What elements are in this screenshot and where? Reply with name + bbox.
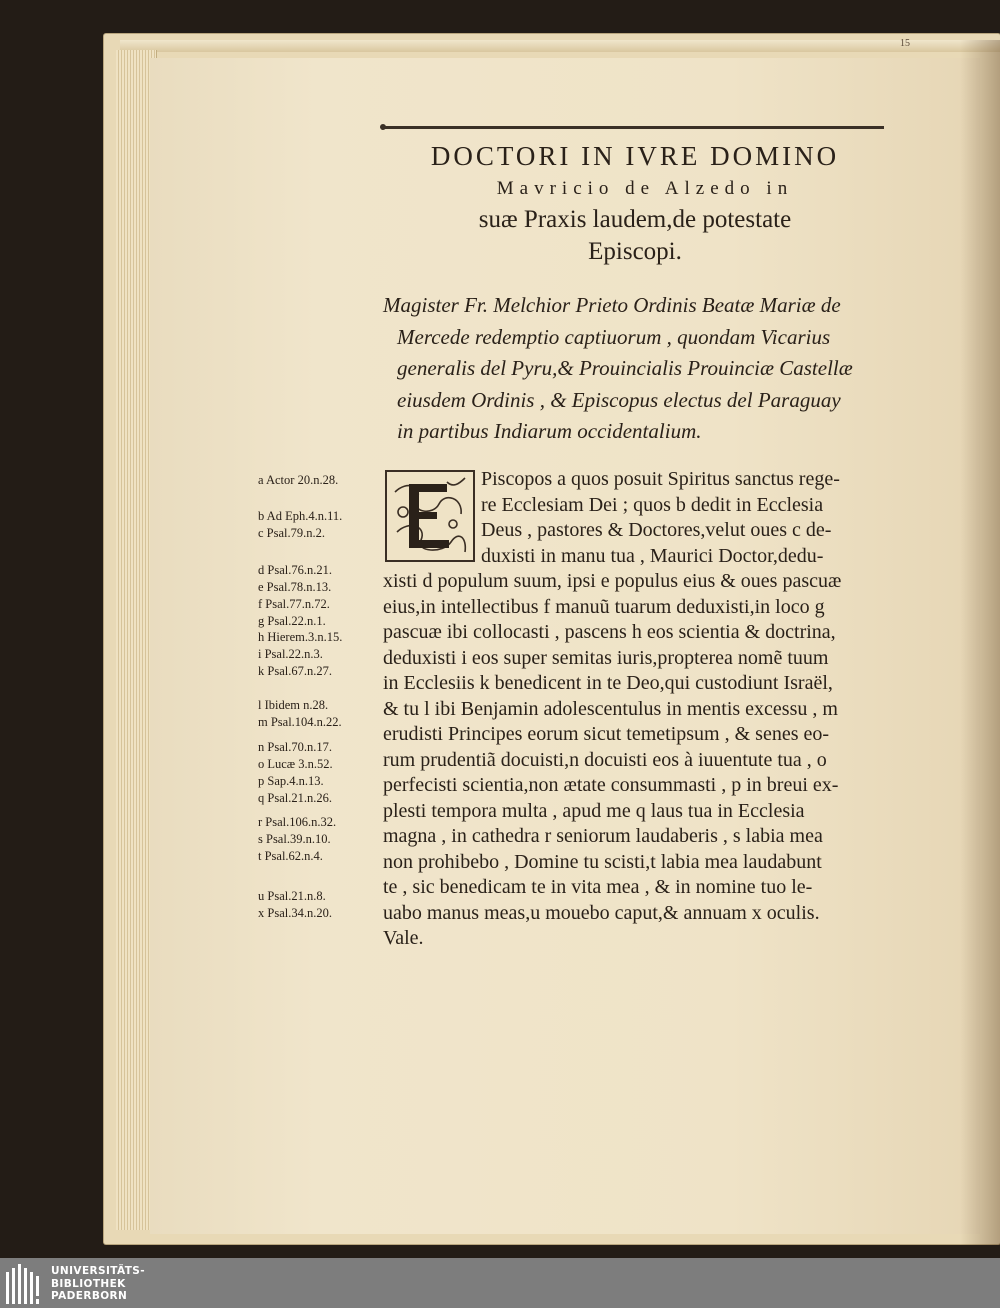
body-line: magna , in cathedra r seniorum laudaberis , s labia mea — [383, 825, 823, 847]
signature-line: in partibus Indiarum occidentalium. — [397, 419, 702, 443]
margin-note: c Psal.79.n.2. — [258, 526, 326, 540]
header-rule — [384, 126, 884, 129]
body-line: non prohibebo , Domine tu scisti,t labia mea laudabunt — [383, 850, 822, 873]
body-line: eius,in intellectibus f manuũ tuarum deduxisti,in loco g — [383, 595, 825, 618]
margin-note: n Psal.70.n.17. — [258, 740, 332, 754]
margin-note: t Psal.62.n.4. — [258, 849, 323, 863]
library-name-line: BIBLIOTHEK — [51, 1277, 126, 1290]
margin-note: k Psal.67.n.27. — [258, 664, 332, 678]
library-footer — [0, 1258, 1000, 1308]
body-line: Deus , pastores & Doctores,velut oues c de- — [481, 519, 832, 541]
library-name — [51, 1265, 145, 1303]
folio-number: 15 — [900, 38, 910, 49]
body-line: xisti d populum suum, ipsi e populus eius & oues pascuæ — [383, 570, 842, 592]
margin-note: l Ibidem n.28. — [258, 698, 329, 712]
signature-line: Mercede redemptio captiuorum , quondam Vicarius — [397, 324, 831, 349]
margin-note: u Psal.21.n.8. — [258, 889, 326, 903]
signature-line: Magister Fr. Melchior Prieto Ordinis Beatæ Mariæ de — [383, 293, 841, 317]
signature-line: eiusdem Ordinis , & Episcopus electus del Paraguay — [397, 387, 841, 412]
library-name-line: UNIVERSITÄTS- — [51, 1265, 146, 1277]
margin-note: g Psal.22.n.1. — [258, 614, 326, 628]
margin-note: a Actor 20.n.28. — [258, 473, 339, 487]
heading-line-2: Mavricio de Alzedo in — [496, 178, 794, 199]
margin-note: q Psal.21.n.26. — [258, 791, 332, 805]
margin-note: s Psal.39.n.10. — [258, 832, 331, 846]
heading-line-3: suæ Praxis laudem,de potestate — [478, 206, 792, 233]
body-line: deduxisti i eos super semitas iuris,propterea nomẽ tuum — [383, 646, 829, 669]
heading-line-4: Episcopi. — [588, 238, 682, 265]
body-line: Piscopos a quos posuit Spiritus sanctus rege- — [481, 468, 840, 490]
body-line: rum prudentiã docuisti,n docuisti eos à iuuentute tua , o — [383, 748, 827, 771]
cover-top-edge — [120, 40, 1000, 52]
margin-note: r Psal.106.n.32. — [258, 815, 337, 829]
margin-note: o Lucæ 3.n.52. — [258, 757, 333, 771]
body-line: plesti tempora multa , apud me q laus tua in Ecclesia — [383, 799, 805, 822]
body-line: te , sic benedicam te in vita mea , & in nomine tuo le- — [383, 876, 813, 898]
body-line: duxisti in manu tua , Maurici Doctor,dedu- — [481, 544, 824, 567]
margin-note: b Ad Eph.4.n.11. — [258, 509, 343, 523]
margin-note: d Psal.76.n.21. — [258, 563, 332, 577]
heading-line-1: DOCTORI IN IVRE DOMINO — [430, 141, 840, 171]
margin-note: f Psal.77.n.72. — [258, 597, 330, 611]
margin-note: m Psal.104.n.22. — [258, 715, 342, 729]
author-signature — [383, 290, 883, 448]
body-line: perfecisti scientia,non ætate consummasti , p in breui ex- — [383, 774, 839, 796]
signature-line: generalis del Pyru,& Prouincialis Prouinciæ Castellæ — [397, 356, 853, 380]
body-line: in Ecclesiis k benedicent in te Deo,qui custodiunt Israël, — [383, 672, 833, 694]
body-line: uabo manus meas,u mouebo caput,& annuam x oculis. — [383, 901, 820, 924]
body-line: erudisti Principes eorum sicut temetipsum , & senes eo- — [383, 723, 830, 745]
spine-shadow — [960, 40, 1000, 1245]
university-library-logo-icon — [6, 1264, 46, 1304]
body-line: re Ecclesiam Dei ; quos b dedit in Ecclesia — [481, 493, 824, 516]
body-line: & tu l ibi Benjamin adolescentulus in mentis excessu , m — [383, 697, 838, 720]
body-text — [383, 467, 883, 952]
margin-note: i Psal.22.n.3. — [258, 647, 323, 661]
body-line: pascuæ ibi collocasti , pascens h eos scientia & doctrina, — [383, 621, 836, 643]
margin-note: x Psal.34.n.20. — [258, 906, 332, 920]
library-name-line: PADERBORN — [51, 1290, 128, 1302]
margin-note: h Hierem.3.n.15. — [258, 630, 343, 644]
margin-note: e Psal.78.n.13. — [258, 580, 332, 594]
body-line: Vale. — [383, 927, 424, 949]
margin-note: p Sap.4.n.13. — [258, 774, 324, 788]
